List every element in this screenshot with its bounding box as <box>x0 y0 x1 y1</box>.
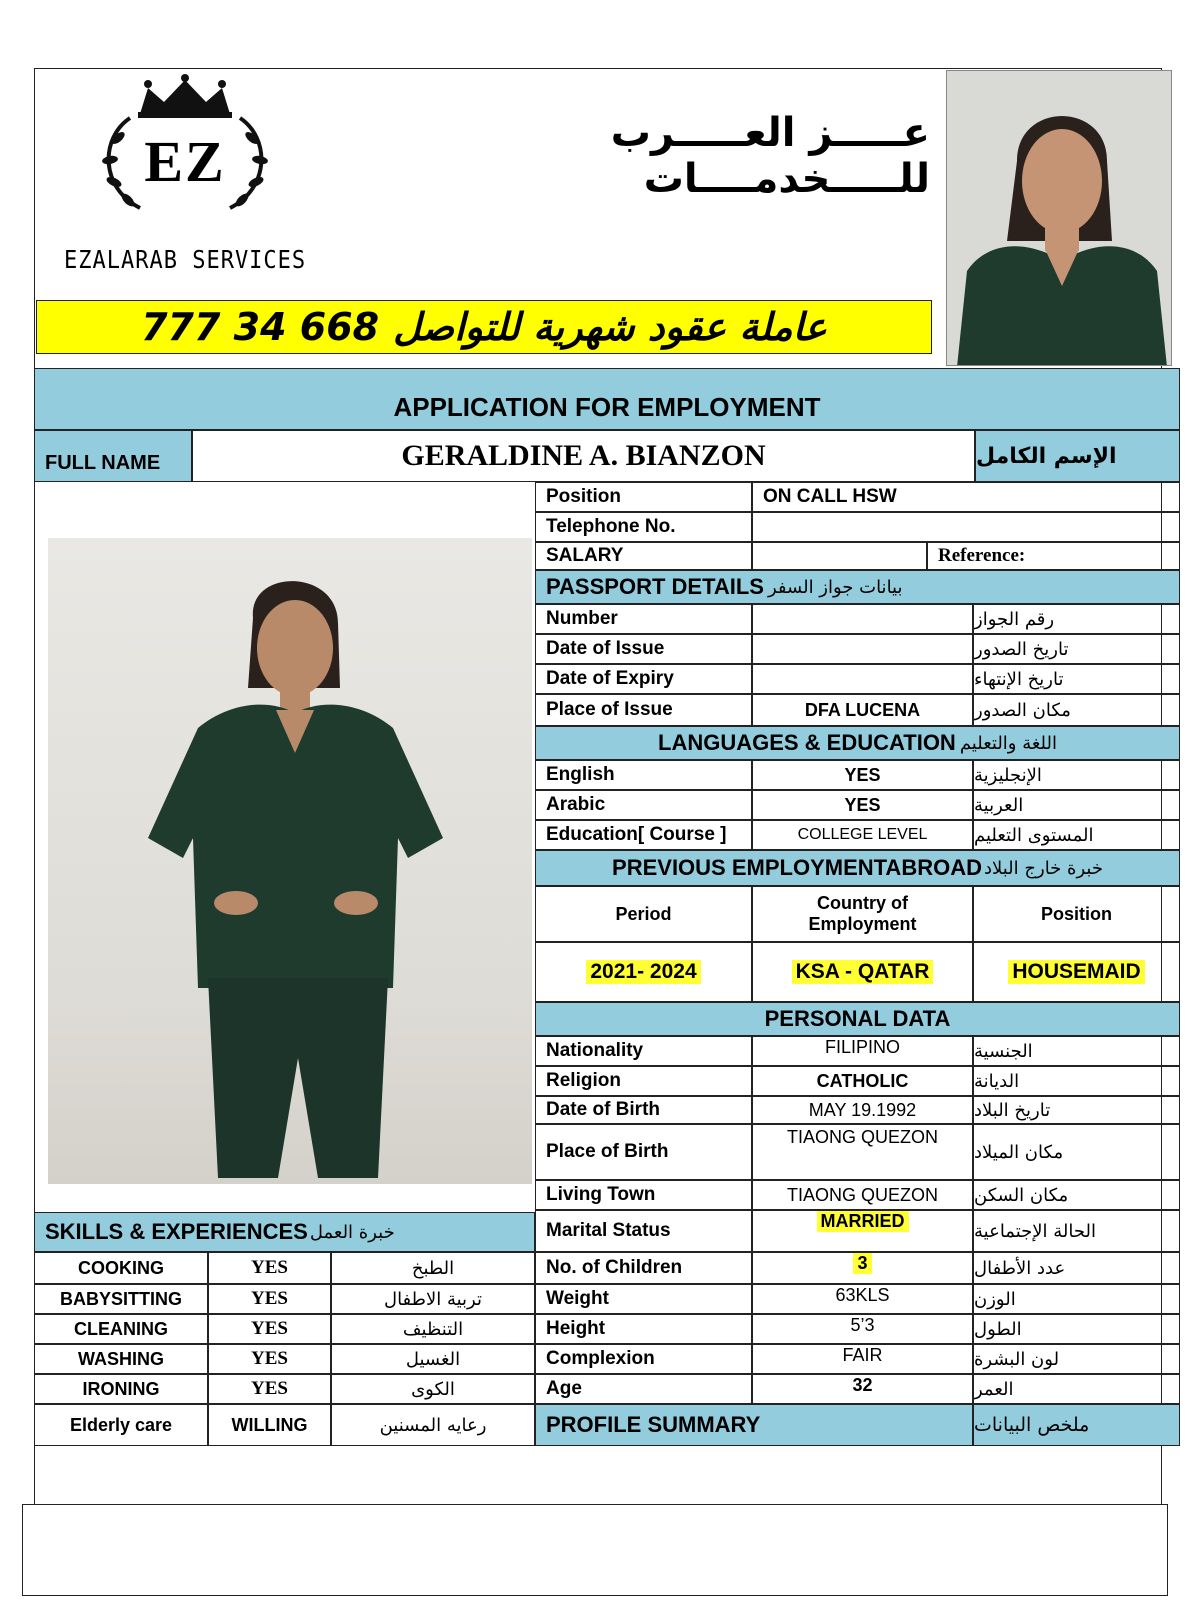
religion-value-text: CATHOLIC <box>816 1070 909 1091</box>
skill-elderly-text: Elderly care <box>69 1414 173 1435</box>
dob-label: Date of Birth <box>535 1096 752 1124</box>
skill-cooking-text: COOKING <box>77 1257 164 1278</box>
passport-header <box>535 570 1180 604</box>
skill-babysitting-ar: تربية الاطفال <box>331 1284 535 1314</box>
skill-elderly-value <box>208 1404 331 1446</box>
languages-header <box>535 726 1180 760</box>
skill-washing-ar: الغسيل <box>331 1344 535 1374</box>
arabic-value <box>752 790 973 820</box>
skill-ironing-text: IRONING <box>82 1378 160 1399</box>
telephone-label: Telephone No. <box>535 512 752 542</box>
religion-value <box>752 1066 973 1096</box>
english-ar: الإنجليزية <box>973 760 1180 790</box>
children-value: 3 <box>853 1253 871 1274</box>
age-ar: العمر <box>973 1374 1180 1404</box>
col-country-text: Country of Employment <box>808 893 917 934</box>
languages-title: LANGUAGES & EDUCATION <box>658 730 956 755</box>
salary-label: SALARY <box>535 542 752 570</box>
position-value: ON CALL HSW <box>763 486 897 507</box>
marital-label: Marital Status <box>535 1210 752 1252</box>
skill-ironing-value: YES <box>208 1374 331 1404</box>
marital-ar: الحالة الإجتماعية <box>973 1210 1180 1252</box>
position-value-cell <box>752 482 1180 512</box>
skill-washing-value: YES <box>208 1344 331 1374</box>
languages-title-ar: اللغة والتعليم <box>959 732 1057 754</box>
skill-ironing-ar: الكوى <box>331 1374 535 1404</box>
passport-number-label: Number <box>535 604 752 634</box>
skills-title: SKILLS & EXPERIENCES <box>45 1219 308 1244</box>
living-town-ar: مكان السكن <box>973 1180 1180 1210</box>
age-label: Age <box>535 1374 752 1404</box>
passport-expiry-ar: تاريخ الإنتهاء <box>973 664 1180 694</box>
passport-place-label: Place of Issue <box>535 694 752 726</box>
skill-babysitting-label <box>34 1284 208 1314</box>
arabic-label: Arabic <box>535 790 752 820</box>
passport-issue-label: Date of Issue <box>535 634 752 664</box>
col-position-text: Position <box>1041 903 1112 924</box>
telephone-value-cell <box>752 512 1180 542</box>
title-bar <box>34 368 1180 430</box>
col-position <box>973 886 1180 942</box>
full-name-ar-cell <box>975 430 1180 482</box>
col-country <box>752 886 973 942</box>
passport-place-text: DFA LUCENA <box>804 699 921 720</box>
profile-summary-label: PROFILE SUMMARY <box>546 1412 761 1437</box>
skill-ironing-label <box>34 1374 208 1404</box>
education-label: Education[ Course ] <box>535 820 752 850</box>
prev-position-value-cell <box>973 942 1180 1002</box>
passport-issue-value <box>752 634 973 664</box>
previous-title-ar: خبرة خارج البلاد <box>983 857 1103 879</box>
pob-label: Place of Birth <box>535 1124 752 1180</box>
skill-cleaning-text: CLEANING <box>74 1318 168 1339</box>
living-town-value: TIAONG QUEZON <box>752 1180 973 1210</box>
reference-label: Reference: <box>938 545 1026 566</box>
english-label: English <box>535 760 752 790</box>
passport-place-value <box>752 694 973 726</box>
skill-washing-text: WASHING <box>77 1348 164 1369</box>
contact-banner <box>36 300 932 354</box>
skill-washing-label <box>34 1344 208 1374</box>
education-value: COLLEGE LEVEL <box>752 820 973 850</box>
passport-number-value <box>752 604 973 634</box>
company-name-en: EZALARAB SERVICES <box>64 246 307 275</box>
reference-cell <box>927 542 1180 570</box>
passport-number-ar: رقم الجواز <box>973 604 1180 634</box>
height-label: Height <box>535 1314 752 1344</box>
weight-ar: الوزن <box>973 1284 1180 1314</box>
passport-title-ar: بيانات جواز السفر <box>767 576 903 598</box>
portrait-figure <box>947 71 1172 366</box>
english-value-text: YES <box>844 764 881 785</box>
height-ar: الطول <box>973 1314 1180 1344</box>
nationality-label: Nationality <box>535 1036 752 1066</box>
profile-summary-ar: ملخص البيانات <box>973 1404 1180 1446</box>
skills-header <box>34 1212 535 1252</box>
education-ar: المستوى التعليم <box>973 820 1180 850</box>
skill-elderly-ar: رعايه المسنين <box>331 1404 535 1446</box>
religion-label: Religion <box>535 1066 752 1096</box>
full-name-value: GERALDINE A. BIANZON <box>401 439 766 472</box>
children-value-cell <box>752 1252 973 1284</box>
complexion-ar: لون البشرة <box>973 1344 1180 1374</box>
period-value: 2021- 2024 <box>586 960 700 984</box>
age-value <box>752 1374 973 1404</box>
pob-ar: مكان الميلاد <box>973 1124 1180 1180</box>
passport-title: PASSPORT DETAILS <box>546 574 764 599</box>
prev-position-value: HOUSEMAID <box>1008 960 1144 984</box>
passport-expiry-value <box>752 664 973 694</box>
profile-summary-label-cell <box>535 1404 973 1446</box>
full-name-ar: الإسم الكامل <box>976 443 1117 469</box>
full-body-photo <box>48 538 532 1184</box>
banner-text-ar: عاملة عقود شهرية للتواصل <box>393 305 827 349</box>
salary-value-cell <box>752 542 927 570</box>
previous-header <box>535 850 1180 886</box>
skill-cleaning-ar: التنظيف <box>331 1314 535 1344</box>
nationality-ar: الجنسية <box>973 1036 1180 1066</box>
pob-value: TIAONG QUEZON <box>752 1124 973 1180</box>
dob-ar: تاريخ البلاد <box>973 1096 1180 1124</box>
country-value-cell <box>752 942 973 1002</box>
complexion-value: FAIR <box>752 1344 973 1374</box>
complexion-label: Complexion <box>535 1344 752 1374</box>
skill-cooking-value: YES <box>208 1252 331 1284</box>
skill-elderly-value-text: WILLING <box>231 1414 308 1435</box>
height-value: 5’3 <box>752 1314 973 1344</box>
arabic-ar: العربية <box>973 790 1180 820</box>
full-body-figure <box>48 538 532 1184</box>
passport-expiry-label: Date of Expiry <box>535 664 752 694</box>
skills-title-ar: خبرة العمل <box>309 1221 395 1243</box>
marital-value-cell <box>752 1210 973 1252</box>
skill-cooking-ar: الطبخ <box>331 1252 535 1284</box>
personal-title: PERSONAL DATA <box>764 1006 951 1031</box>
english-value <box>752 760 973 790</box>
banner-phone: 777 34 668 <box>141 305 380 349</box>
skill-cooking-label <box>34 1252 208 1284</box>
religion-ar: الديانة <box>973 1066 1180 1096</box>
position-label: Position <box>535 482 752 512</box>
passport-issue-ar: تاريخ الصدور <box>973 634 1180 664</box>
children-ar: عدد الأطفال <box>973 1252 1180 1284</box>
skill-babysitting-value: YES <box>208 1284 331 1314</box>
logo-mark: EZ <box>144 129 226 194</box>
skill-cleaning-value: YES <box>208 1314 331 1344</box>
dob-value: MAY 19.1992 <box>752 1096 973 1124</box>
previous-title: PREVIOUS EMPLOYMENTABROAD <box>612 855 982 880</box>
living-town-label: Living Town <box>535 1180 752 1210</box>
nationality-value: FILIPINO <box>752 1036 973 1066</box>
arabic-value-text: YES <box>844 794 881 815</box>
full-name-label: FULL NAME <box>45 452 161 474</box>
col-period-text: Period <box>615 903 672 924</box>
age-value-text: 32 <box>852 1375 873 1395</box>
form-title: APPLICATION FOR EMPLOYMENT <box>393 392 821 422</box>
full-name-label-cell <box>34 430 192 482</box>
full-name-value-cell <box>192 430 975 482</box>
skill-elderly-label <box>34 1404 208 1446</box>
marital-value: MARRIED <box>817 1211 909 1232</box>
country-value: KSA - QATAR <box>792 960 934 984</box>
skill-babysitting-text: BABYSITTING <box>59 1288 182 1309</box>
period-value-cell <box>535 942 752 1002</box>
weight-value: 63KLS <box>752 1284 973 1314</box>
children-label: No. of Children <box>535 1252 752 1284</box>
skill-cleaning-label <box>34 1314 208 1344</box>
passport-place-ar: مكان الصدور <box>973 694 1180 726</box>
company-name-ar: عـــــز العـــــرب للـــــخدمــــات <box>610 110 930 202</box>
portrait-photo <box>946 70 1172 366</box>
col-period <box>535 886 752 942</box>
profile-summary-box <box>22 1504 1168 1596</box>
weight-label: Weight <box>535 1284 752 1314</box>
personal-header <box>535 1002 1180 1036</box>
